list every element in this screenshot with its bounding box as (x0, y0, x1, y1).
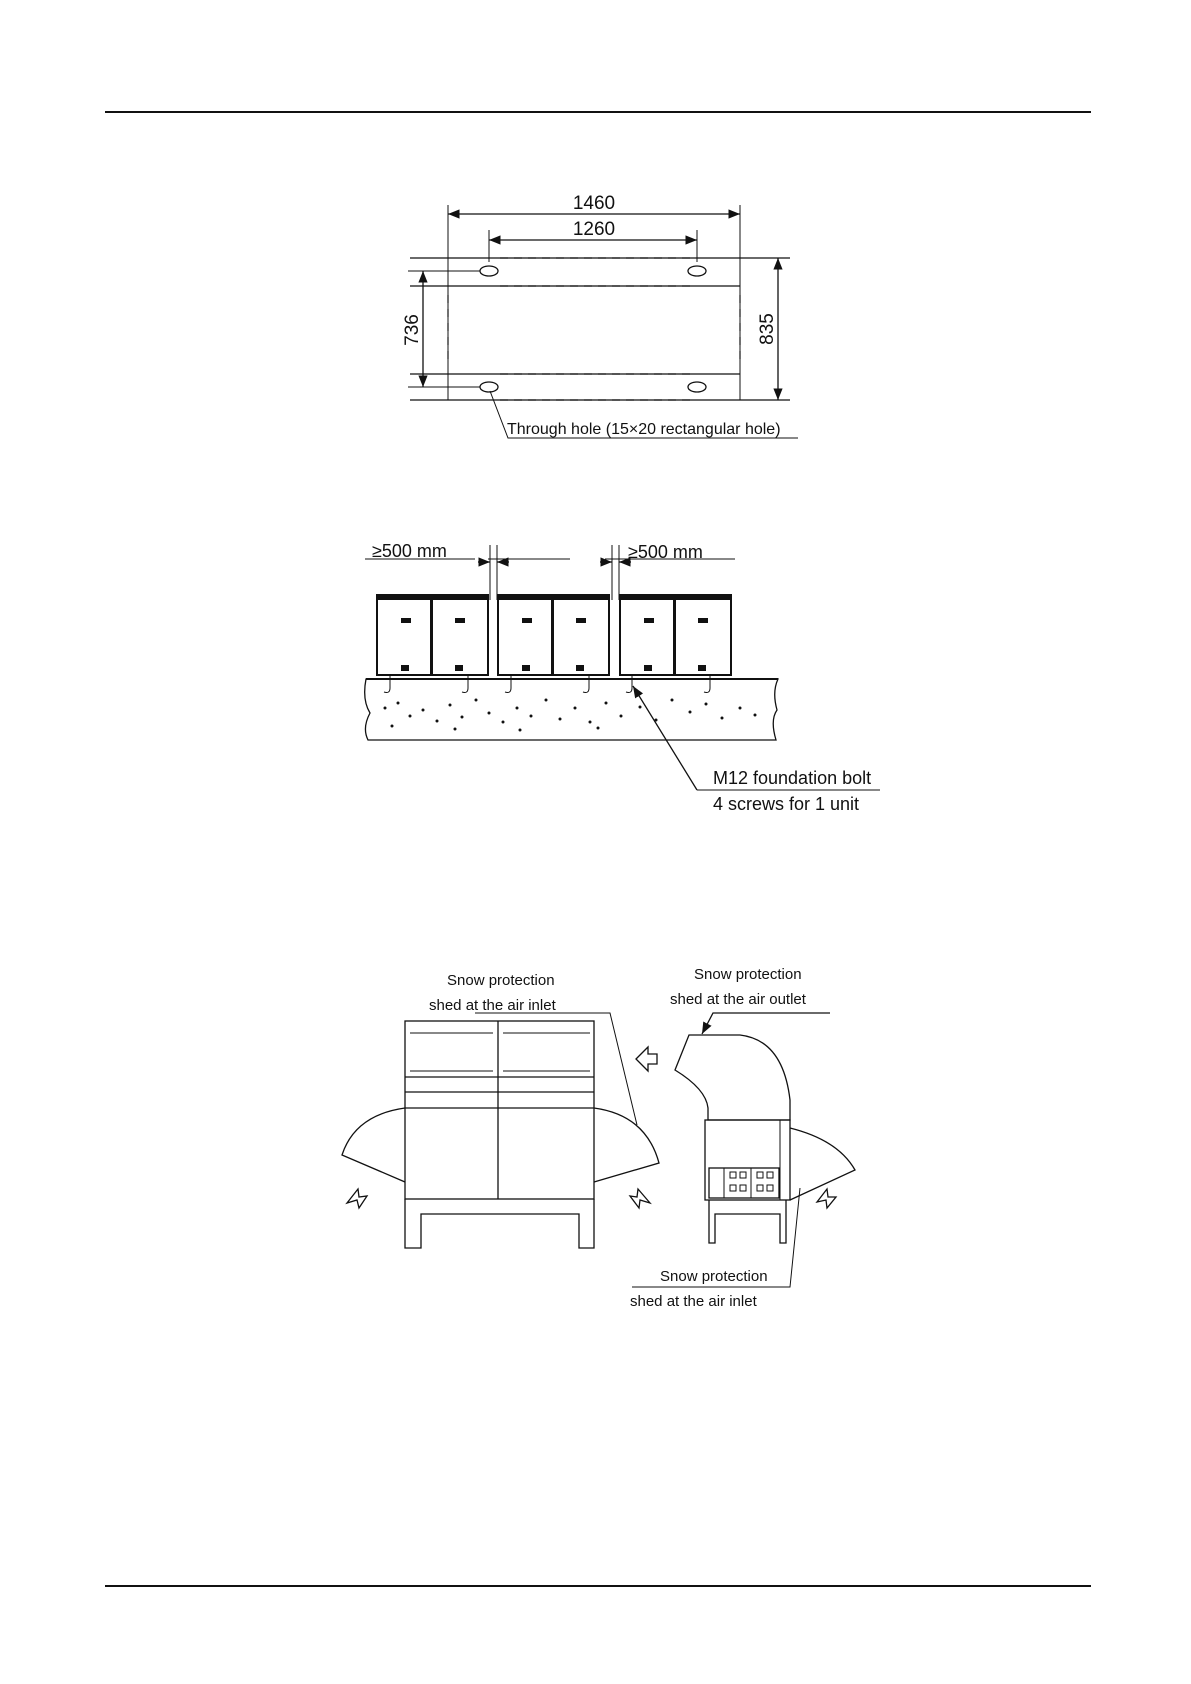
unit-pair-2 (497, 595, 610, 675)
front-view-unit (342, 1021, 659, 1248)
through-hole-note: Through hole (15×20 rectangular hole) (507, 421, 781, 438)
unit-pair-3 (619, 595, 732, 675)
outlet-label-line2: shed at the air outlet (670, 991, 806, 1008)
bolt-label-line1: M12 foundation bolt (713, 768, 872, 788)
overall-width-label: 1460 (572, 193, 616, 214)
foundation-installation-diagram (365, 541, 880, 814)
inlet-front-label-line2: shed at the air inlet (429, 997, 556, 1014)
clearance-right-label: ≥500 mm (628, 542, 703, 562)
depth-left-label: 736 (402, 314, 423, 346)
outlet-label-line1: Snow protection (694, 966, 802, 983)
hole-spacing-label: 1260 (572, 219, 616, 240)
base-dimension-diagram (402, 193, 798, 438)
inlet-front-label-line1: Snow protection (447, 972, 555, 989)
inlet-side-label-line2: shed at the air inlet (630, 1293, 757, 1310)
clearance-left-label: ≥500 mm (372, 541, 447, 561)
unit-pair-1 (376, 595, 489, 675)
inlet-side-label-line1: Snow protection (660, 1268, 768, 1285)
side-view-unit (636, 1035, 855, 1243)
snow-protection-diagram (342, 966, 855, 1310)
depth-right-label: 835 (757, 313, 778, 345)
bolt-label-line2: 4 screws for 1 unit (713, 794, 860, 814)
